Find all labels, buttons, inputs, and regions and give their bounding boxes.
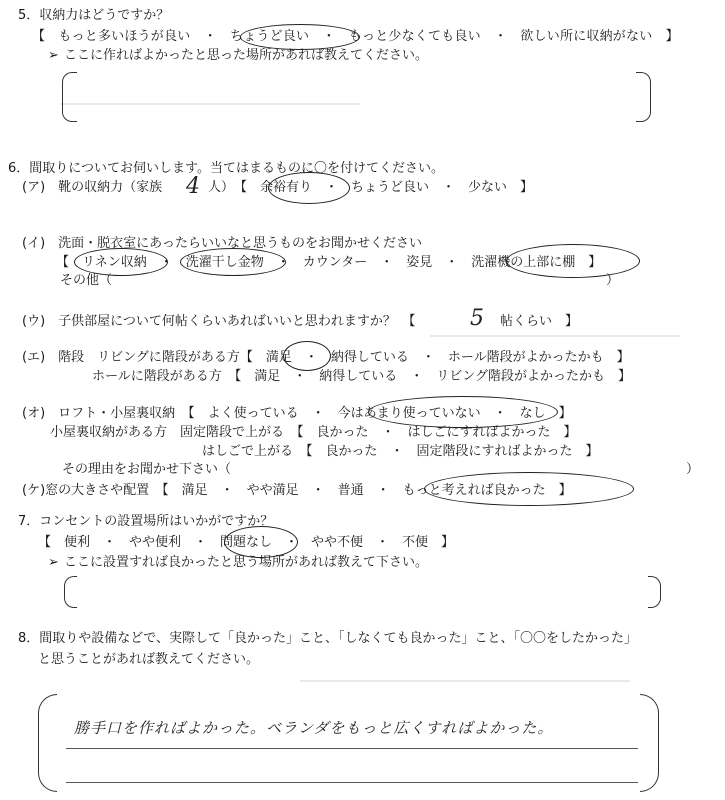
q7-sub-prompt: ここに設置すれば良かったと思う場所があれば教えて下さい。: [64, 555, 429, 570]
q6-o-line4: その理由をお聞かせ下さい（: [62, 462, 232, 477]
answer-box-left: [62, 72, 77, 122]
q6-title: 6．間取りについてお伺いします。当てはまるものに〇を付けてください。: [8, 161, 444, 176]
q5-sub-prompt: ここに作ればよかったと思った場所があれば教えてください。: [64, 48, 429, 63]
q6-i-other-close: ）: [606, 273, 620, 288]
q7-options: 【 便利 ・ やや便利 ・ 問題なし ・ やや不便 ・ 不便 】: [38, 535, 455, 550]
circled-selection: [180, 248, 286, 276]
q6-u-value: 5: [470, 306, 484, 331]
q6-i-other-label: その他（: [60, 273, 113, 288]
q8-title-continued: と思うことがあれば教えてください。: [38, 652, 260, 667]
q6-o-line2: 小屋裏収納がある方 固定階段で上がる 【 良かった ・ はしごにすればよかった 】: [50, 425, 577, 440]
answer-box-left: [64, 576, 77, 608]
q6-e-line2: ホールに階段がある方 【 満足 ・ 納得している ・ リビング階段がよかったかも 】: [92, 369, 631, 384]
bleed-through-mark: [300, 680, 630, 682]
answer-box-right: [636, 72, 651, 122]
q6-i-options: 【 リネン収納 ・ 洗濯干し金物 ・ カウンター ・ 姿見 ・ 洗濯機の上部に棚 】: [56, 255, 602, 270]
q7-title: 7．コンセントの設置場所はいかがですか？: [18, 514, 274, 529]
q6-ke-line1: (ケ)窓の大きさや配置 【 満足 ・ やや満足 ・ 普通 ・ もっと考えれば良かった 】: [22, 483, 572, 498]
circled-selection: [506, 244, 640, 278]
arrow-icon: ➢: [48, 48, 59, 63]
circled-selection: [240, 24, 360, 50]
q6-o-line1: (オ) ロフト・小屋裏収納 【 よく使っている ・ 今はあまり使っていない ・ なし 】: [22, 406, 572, 421]
circled-selection: [224, 526, 298, 558]
q6-e-line1: (エ) 階段 リビングに階段がある方【 満足 ・ 納得している ・ ホール階段がよかったかも 】: [22, 350, 630, 365]
circled-selection: [368, 396, 558, 428]
circled-selection: [283, 341, 331, 371]
q6-u-prefix: (ウ) 子供部屋について何帖くらいあればいいと思われますか？ 【: [22, 314, 416, 329]
answer-line: [66, 782, 638, 783]
answer-box-right: [648, 576, 661, 608]
answer-box-left: [38, 694, 57, 792]
q6-o-line4-close: ）: [686, 462, 700, 477]
arrow-icon: ➢: [48, 555, 59, 570]
bleed-through-mark: [430, 335, 680, 337]
q8-title: 8．間取りや設備などで、実際して「良かった」こと、「しなくても良かった」こと、「〇〇をしたかった」: [18, 631, 638, 646]
q6-a-family-count: 4: [186, 174, 200, 199]
q5-options: 【 もっと多いほうが良い ・ ちょうど良い ・ もっと少なくても良い ・ 欲しい所に収納がない 】: [32, 29, 679, 44]
answer-box-right: [640, 694, 659, 792]
q6-a-suffix: 人） 【 余裕有り ・ ちょうど良い ・ 少ない 】: [208, 180, 534, 195]
q6-i-question: (イ) 洗面・脱衣室にあったらいいなと思うものをお聞かせください: [22, 236, 423, 251]
bleed-through-mark: [60, 103, 360, 105]
q6-a-prefix: (ア) 靴の収納力（家族: [22, 180, 163, 195]
circled-selection: [268, 172, 350, 204]
answer-line: [66, 748, 638, 749]
circled-selection: [424, 472, 634, 506]
circled-selection: [74, 248, 168, 276]
q5-title: 5．収納力はどうですか？: [18, 8, 170, 23]
q6-o-line3: はしごで上がる 【 良かった ・ 固定階段にすればよかった 】: [202, 444, 599, 459]
q6-u-suffix: 帖くらい 】: [500, 314, 579, 329]
q8-handwritten-answer: 勝手口を作ればよかった。ベランダをもっと広くすればよかった。: [74, 719, 554, 737]
